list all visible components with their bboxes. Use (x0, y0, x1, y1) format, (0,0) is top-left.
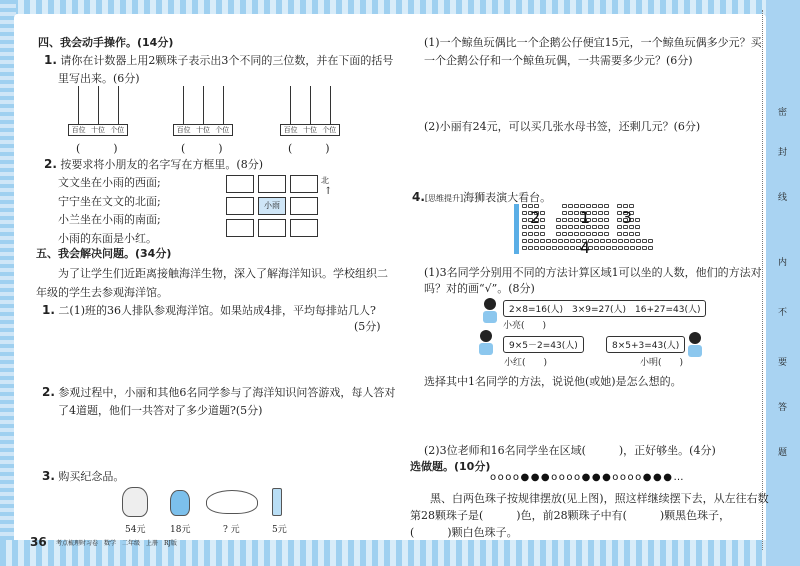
question-text: 里写出来。(6分) (58, 72, 140, 85)
intro-text: 年级的学生去参观海洋馆。 (36, 286, 168, 299)
place-label: 个位 (215, 126, 230, 134)
question-text: ( )颗白色珠子。 (410, 526, 518, 539)
seat (534, 232, 539, 236)
score: (5分) (354, 320, 381, 333)
question-text: 了4道题，他们一共答对了多少道题?(5分) (58, 404, 263, 417)
abacus-rod (310, 86, 311, 124)
dolphin-keychain-image (170, 490, 190, 516)
name-box[interactable] (290, 219, 318, 237)
intro-text: 为了让学生们近距离接触海洋生物，深入了解海洋知识。学校组织二 (58, 267, 388, 280)
seat (574, 225, 579, 229)
question-text: 购买纪念品。 (58, 470, 125, 483)
clue: 文文坐在小雨的西面; (58, 176, 161, 189)
seat (528, 232, 533, 236)
seat (546, 246, 551, 250)
seat (562, 218, 567, 222)
question-text: 海狮表演大看台。 (463, 191, 552, 204)
seat (604, 232, 609, 236)
price: 54元 (125, 525, 146, 535)
seat (522, 204, 527, 208)
seat (635, 218, 640, 222)
seat (574, 204, 579, 208)
seat (558, 239, 563, 243)
question-text: 选择其中1名同学的方法，说说他(或她)是怎么想的。 (424, 375, 682, 388)
seat (540, 246, 545, 250)
q-number: 1. (42, 303, 55, 317)
seat (562, 225, 567, 229)
method-student[interactable]: 小明( ) (640, 358, 684, 368)
seat (580, 232, 585, 236)
seat (604, 211, 609, 215)
seat (592, 232, 597, 236)
place-label: 百位 (283, 126, 298, 134)
question-text: 吗？对的画“√”。(8分) (424, 282, 535, 295)
seat (594, 239, 599, 243)
seat (564, 246, 569, 250)
region-label: 3 (622, 208, 633, 227)
method-formula: 2×8=16(人) 3×9=27(人) 16+27=43(人) (503, 300, 706, 317)
abacus-rod (330, 86, 331, 124)
seat (528, 246, 533, 250)
q-number: 3. (42, 469, 55, 483)
question-text: (1)3名同学分别用不同的方法计算区域1可以坐的人数，他们的方法对 (424, 266, 762, 279)
seat (604, 225, 609, 229)
seat (624, 239, 629, 243)
seat (534, 246, 539, 250)
seat (562, 211, 567, 215)
seat (574, 211, 579, 215)
abacus-rod (203, 86, 204, 124)
seat (522, 211, 527, 215)
north-label: 北 (321, 176, 329, 185)
seat (642, 239, 647, 243)
seat (648, 246, 653, 250)
seat (570, 239, 575, 243)
question-text: 黑、白两色珠子按规律摆放(见上图)，照这样继续摆下去，从左往右数 (430, 492, 769, 505)
seat (606, 246, 611, 250)
seat (540, 225, 545, 229)
seat (600, 239, 605, 243)
seat (540, 239, 545, 243)
seat (635, 232, 640, 236)
name-box[interactable] (290, 197, 318, 215)
seat (642, 246, 647, 250)
question-text: 第28颗珠子是( )色，前28颗珠子中有( )颗黑色珠子， (410, 509, 731, 522)
seat (629, 232, 634, 236)
seat (552, 239, 557, 243)
abacus-rod (183, 86, 184, 124)
seat-grid (226, 175, 318, 237)
price: 18元 (170, 525, 191, 535)
seat (568, 218, 573, 222)
seat (556, 225, 561, 229)
seat (522, 232, 527, 236)
seat (598, 211, 603, 215)
method-formula: 9×5－2=43(人) (503, 336, 584, 353)
seat (552, 246, 557, 250)
xiaoming-avatar (687, 332, 703, 358)
question-text: 按要求将小朋友的名字写在方框里。(8分) (60, 158, 264, 171)
abacus-rod (118, 86, 119, 124)
seat (592, 218, 597, 222)
price: ? 元 (223, 525, 240, 535)
seat (522, 218, 527, 222)
price: 5元 (272, 525, 287, 535)
question-text: 参观过程中，小丽和其他6名同学参与了海洋知识问答游戏，每人答对 (58, 386, 396, 399)
seat (586, 232, 591, 236)
abacus-rod (98, 86, 99, 124)
seat (600, 246, 605, 250)
seat (568, 225, 573, 229)
seat (562, 232, 567, 236)
question-text: (1)一个鲸鱼玩偶比一个企鹅公仔便宜15元，一个鲸鱼玩偶多少元？买 (424, 36, 762, 49)
margin-char: 答 (778, 403, 788, 413)
seat (612, 239, 617, 243)
row-number-bar (514, 204, 519, 254)
seat (568, 204, 573, 208)
q-number: 2. (42, 385, 55, 399)
region-label: 2 (530, 208, 541, 227)
question-text: 一个企鹅公仔和一个鲸鱼玩偶，一共需要多少元？(6分) (424, 54, 693, 67)
seal-line (762, 10, 763, 550)
seat (598, 232, 603, 236)
center-box: 小雨 (258, 197, 286, 215)
seat (636, 246, 641, 250)
seat (635, 225, 640, 229)
seat (562, 204, 567, 208)
place-label: 百位 (176, 126, 191, 134)
question-text: 请你在计数器上用2颗珠子表示出3个不同的三位数，并在下面的括号 (60, 54, 394, 67)
q-number: 2. (44, 157, 57, 171)
footer-info: 考点梳理时习卷 数学 二年级 上册 RJ版 (56, 540, 177, 547)
seat (598, 218, 603, 222)
seat (594, 246, 599, 250)
seat (574, 232, 579, 236)
seat (568, 232, 573, 236)
name-box[interactable] (258, 175, 286, 193)
name-box[interactable] (258, 219, 286, 237)
section5-title: 五、我会解决问题。(34分) (36, 247, 172, 260)
margin-char: 封 (778, 148, 788, 158)
margin-char: 线 (778, 193, 788, 203)
seat (564, 239, 569, 243)
answer-blank[interactable]: ( ) (288, 142, 330, 155)
optional-title: 选做题。(10分) (410, 460, 491, 473)
abacus[interactable] (68, 86, 128, 136)
seat (546, 239, 551, 243)
seat (556, 232, 561, 236)
region-label: 1 (580, 208, 591, 227)
margin-char: 内 (778, 258, 788, 268)
seal-strip (766, 0, 800, 566)
margin-char: 题 (778, 448, 788, 458)
seat (528, 239, 533, 243)
seat (618, 246, 623, 250)
method-student[interactable]: 小红( ) (504, 358, 548, 368)
clue: 小雨的东面是小红。 (58, 231, 157, 245)
top-border (0, 0, 766, 14)
place-labels (280, 124, 340, 136)
xiaoliang-avatar (482, 298, 498, 324)
question-text: (2)3位老师和16名同学坐在区域( )，正好够坐。(4分) (424, 444, 716, 457)
name-box[interactable] (226, 219, 254, 237)
place-labels (68, 124, 128, 136)
seat (617, 232, 622, 236)
name-box[interactable] (226, 197, 254, 215)
seat (618, 239, 623, 243)
seat (630, 239, 635, 243)
north-arrow-icon: ↑ (324, 186, 333, 197)
region-label: 4 (580, 238, 591, 257)
seat (568, 211, 573, 215)
clue: 小兰坐在小雨的南面; (58, 213, 161, 226)
page-number: 36 (30, 535, 47, 549)
place-labels (173, 124, 233, 136)
method-student[interactable]: 小亮( ) (503, 321, 547, 331)
seat (540, 232, 545, 236)
seat (558, 246, 563, 250)
seat (598, 225, 603, 229)
question-text: (2)小丽有24元，可以买几张水母书签，还剩几元？(6分) (424, 120, 701, 133)
margin-char: 密 (778, 108, 788, 118)
abacus-rod (290, 86, 291, 124)
place-label: 百位 (71, 126, 86, 134)
seat (606, 239, 611, 243)
seat (636, 239, 641, 243)
answer-blank[interactable]: ( ) (181, 142, 223, 155)
whale-image (206, 490, 258, 514)
bead-pattern: oooo●●●oooo●●●oooo●●●… (490, 472, 685, 483)
place-label: 十位 (195, 126, 210, 134)
place-label: 十位 (302, 126, 317, 134)
seat (556, 218, 561, 222)
seat (540, 218, 545, 222)
seat (604, 218, 609, 222)
clue: 宁宁坐在文文的北面; (58, 194, 161, 208)
name-box[interactable] (226, 175, 254, 193)
place-label: 十位 (90, 126, 105, 134)
seat (592, 225, 597, 229)
xiaohong-avatar (478, 330, 494, 356)
seat (574, 218, 579, 222)
place-label: 个位 (110, 126, 125, 134)
seat (598, 204, 603, 208)
seat (592, 211, 597, 215)
seat (624, 246, 629, 250)
seat (604, 204, 609, 208)
seat (522, 225, 527, 229)
answer-blank[interactable]: ( ) (76, 142, 118, 155)
margin-char: 要 (778, 358, 788, 368)
tag: [思维提升] (424, 194, 464, 203)
seat (522, 246, 527, 250)
abacus-rod (223, 86, 224, 124)
seat (630, 246, 635, 250)
seat (534, 239, 539, 243)
abacus[interactable] (173, 86, 233, 136)
question-text: 二(1)班的36人排队参观海洋馆。如果站成4排，平均每排站几人? (58, 304, 376, 317)
seat (540, 211, 545, 215)
abacus[interactable] (280, 86, 340, 136)
seat (522, 239, 527, 243)
seat (570, 246, 575, 250)
place-label: 个位 (322, 126, 337, 134)
method-formula: 8×5+3=43(人) (606, 336, 685, 353)
q-number: 4. (412, 190, 425, 204)
name-box[interactable] (290, 175, 318, 193)
q-number: 1. (44, 53, 57, 67)
seat (612, 246, 617, 250)
jellyfish-bookmark-image (272, 488, 282, 516)
margin-char: 不 (778, 308, 788, 318)
abacus-rod (78, 86, 79, 124)
section4-title: 四、我会动手操作。(14分) (38, 36, 174, 49)
seat (648, 239, 653, 243)
seat (592, 204, 597, 208)
penguin-image (122, 487, 148, 517)
seat (623, 232, 628, 236)
